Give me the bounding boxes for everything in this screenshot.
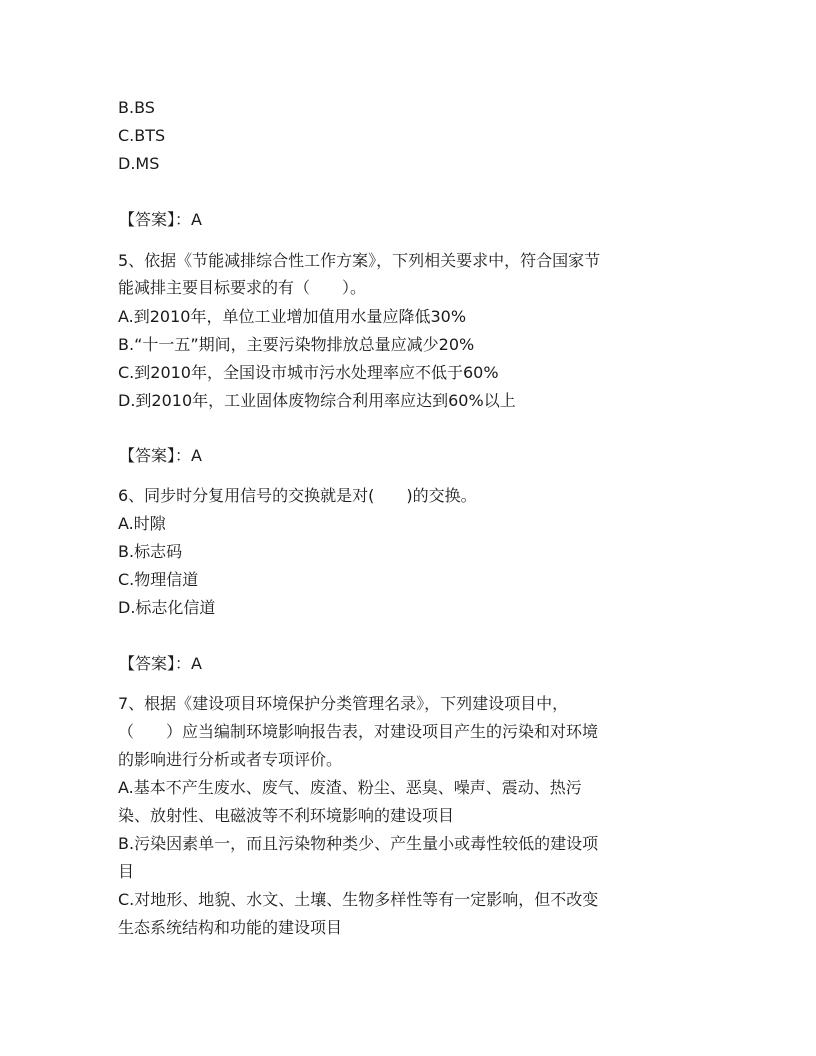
- q5-option-d: D.到2010年，工业固体废物综合利用率应达到60%以上: [118, 391, 516, 410]
- q7-stem-line3: 的影响进行分析或者专项评价。: [118, 750, 343, 769]
- q6-option-b: B.标志码: [118, 542, 183, 561]
- q5-option-a: A.到2010年，单位工业增加值用水量应降低30%: [118, 307, 467, 326]
- q6-stem: 6、同步时分复用信号的交换就是对( )的交换。: [118, 486, 477, 505]
- q5-stem-line2: 能减排主要目标要求的有（ ）。: [118, 278, 367, 297]
- answer-q4: 【答案】：A: [119, 210, 202, 229]
- q7-option-b-line2: 目: [118, 862, 135, 881]
- answer-q6: 【答案】：A: [119, 654, 202, 673]
- q5-stem-line1: 5、依据《节能减排综合性工作方案》，下列相关要求中，符合国家节: [118, 251, 601, 270]
- q7-option-c-line2: 生态系统结构和功能的建设项目: [118, 918, 343, 937]
- q7-stem-line1: 7、根据《建设项目环境保护分类管理名录》，下列建设项目中，: [118, 694, 569, 713]
- q6-option-a: A.时隙: [118, 514, 166, 533]
- q5-option-b: B.“十一五”期间，主要污染物排放总量应减少20%: [118, 335, 475, 354]
- answer-q5: 【答案】：A: [119, 446, 202, 465]
- q7-option-c-line1: C.对地形、地貌、水文、土壤、生物多样性等有一定影响，但不改变: [118, 890, 599, 909]
- q6-option-d: D.标志化信道: [118, 598, 216, 617]
- q7-option-a-line2: 染、放射性、电磁波等不利环境影响的建设项目: [118, 806, 455, 825]
- q5-option-c: C.到2010年，全国设市城市污水处理率应不低于60%: [118, 363, 499, 382]
- q7-option-b-line1: B.污染因素单一，而且污染物种类少、产生量小或毒性较低的建设项: [118, 834, 599, 853]
- q6-option-c: C.物理信道: [118, 570, 199, 589]
- option-c-prev: C.BTS: [118, 126, 166, 145]
- option-d-prev: D.MS: [118, 154, 160, 173]
- option-b-prev: B.BS: [118, 98, 155, 117]
- q7-option-a-line1: A.基本不产生废水、废气、废渣、粉尘、恶臭、噪声、震动、热污: [118, 778, 582, 797]
- q7-stem-line2: （ ）应当编制环境影响报告表，对建设项目产生的污染和对环境: [118, 722, 599, 741]
